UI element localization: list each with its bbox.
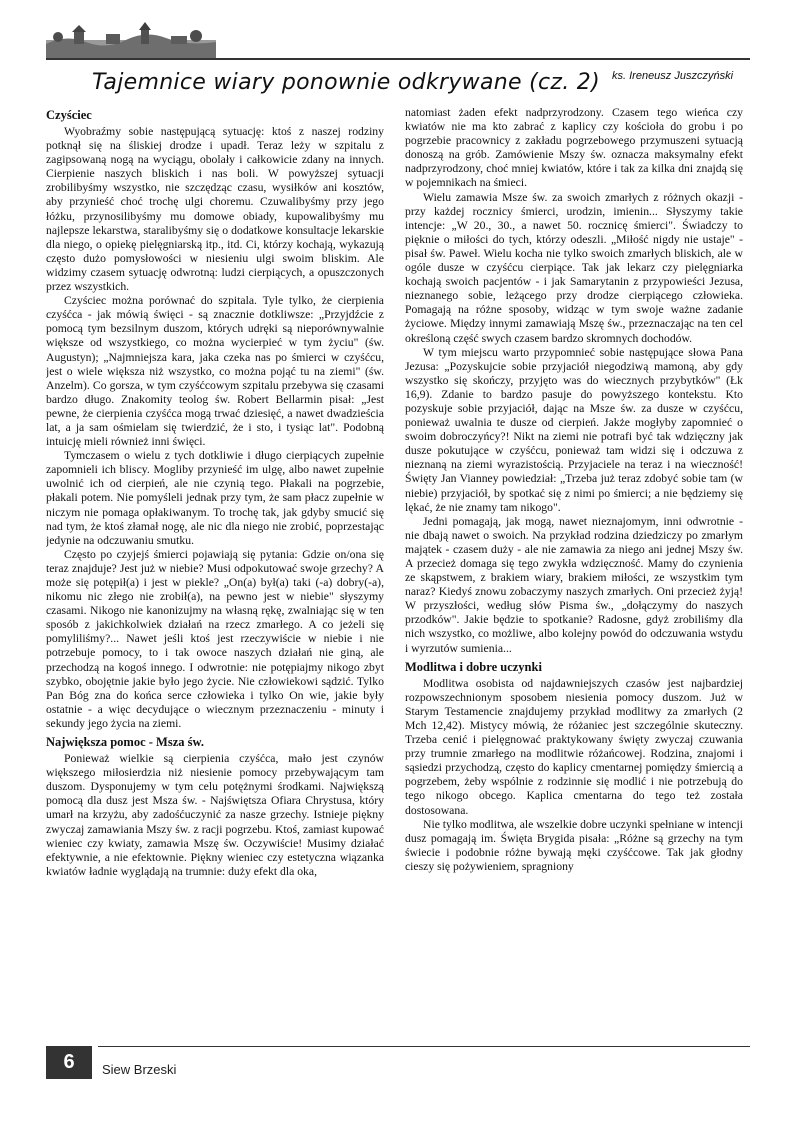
header-village-illustration xyxy=(46,22,216,58)
publication-name: Siew Brzeski xyxy=(102,1062,177,1077)
section-heading-czysciec: Czyściec xyxy=(46,108,92,122)
paragraph: natomiast żaden efekt nadprzyrodzony. Czasem tego wieńca czy kwiatów nie ma kto zabrać z kaplicy czy kościoła do grobu i po pogrzebie pracownicy z zakładu pogrzebowego przymuszeni sytuacją donoszą na grób. Zamówienie Mszy św. oznacza maksymalny efekt nadprzyrodzony, choć mniej kwiatów, które i tak za kilka dni znajdą się w pojemnikach na śmieci. xyxy=(405,106,743,190)
header-rule xyxy=(46,58,750,60)
section-heading-modlitwa: Modlitwa i dobre uczynki xyxy=(405,659,542,674)
paragraph: Modlitwa osobista od najdawniejszych czasów jest najbardziej rozpowszechnionym sposobem niesienia pomocy duszom. Już w Starym Testamencie znajdujemy przykład modlitwy za zmarłych (2 Mch 12,42). Mistycy mówią, że różaniec jest szczególnie skuteczny. Trzeba cenić i pielęgnować praktykowany święty zwyczaj czuwania przy trumnie zmarłego na modlitwie różańcowej. Rodzina, znajomi i sąsiedzi przychodzą, często do kaplicy cmentarnej pomiędzy śmiercią a pogrzebem, żeby wspólnie z rodzinnie się modlić i nie potrzebują do tego nikogo obcego. Kaplica cmentarna do tego też została dostosowana. xyxy=(405,676,743,817)
right-column xyxy=(405,106,743,1036)
paragraph: Jedni pomagają, jak mogą, nawet nieznajomym, inni odwrotnie - nie dbają nawet o swoich. Na przykład rodzina dziedziczy po zmarłym majątek - czasem duży - ale nie zamawia za niego ani jednej Mszy św. A przecież domaga się tego zwykła wdzięczność. Mamy do czynienia ze skąpstwem, z brakiem wiary, brakiem miłości, ze wszystkim tym naraz? Kiedyś znowu zobaczymy naszych zmarłych. Oni przecież żyją! W przyszłości, według słów Pisma św., „dołączymy do naszych przodków". Jakie będzie to spotkanie? Radosne, gdyż zrobiliśmy dla nich wszystko, co możliwe, albo kolejny powód do odczuwania wstydu i wyrzutów sumienia... xyxy=(405,514,743,655)
paragraph: Tymczasem o wielu z tych dotkliwie i długo cierpiących zupełnie zapomnieli ich bliscy. Mogliby przynieść im ulgę, albo nawet zupełnie uwolnić ich od cierpień, ale nie czynią tego. Płakali na pogrzebie, płakali potem. Nie pomyśleli jednak przy tym, że sam płacz zupełnie w niczym nie pomaga opłakiwanym. To trochę tak, jak gdyby smucić się nad tym, że ktoś złamał nogę, ale nic dla niego nie zrobić, poprzestając jedynie na odczuwaniu smutku. xyxy=(46,449,384,547)
left-column xyxy=(46,108,384,1038)
footer-rule xyxy=(98,1046,750,1047)
paragraph: W tym miejscu warto przypomnieć sobie następujące słowa Pana Jezusa: „Pozyskujcie sobie przyjaciół niegodziwą mamoną, aby gdy wszystko się skończy, przyjęto was do wiecznych przybytków" (Łk 16,9). Zdanie to bardzo pasuje do powyższego kontekstu. Kto pozyskuje sobie przyjaciół, dając na Msze św. za dusze w czyśćcu, ponieważ uwalnia te dusze od cierpień. Jakże mogłyby zapomnieć o swoim dobroczyńcy?! Nikt na ziemi nie potrafi być tak wdzięczny jak dusze pokutujące w czyśćcu, ponieważ tam widzi się i odczuwa z nieznaną na ziemi wyrazistością. Przyjaciele na teraz i na wieczność! Święty Jan Vianney powiedział: „Trzeba już teraz zdobyć sobie tam (w niebie) przyjaciół, by spotkać się z nimi po śmierci; a nie będziemy się lękać, że nie znamy tam nikogo". xyxy=(405,345,743,514)
article-author: ks. Ireneusz Juszczyński xyxy=(612,70,734,82)
paragraph: Wielu zamawia Msze św. za swoich zmarłych z różnych okazji - przy każdej rocznicy śmierci, urodzin, imienin... Słyszymy takie intencje: „W 20., 30., a nawet 50. rocznicę śmierci". Świadczy to pięknie o miłości do tych, którzy odeszli. „Miłość nigdy nie ustaje" - pisał św. Paweł. Wielu kocha nie tylko swoich zmarłych bliskich, ale w ogóle dusze w czyśćcu cierpiące. Tak jak lekarz czy pielęgniarka kochają swoich pacjentów - i jak Samarytanin z przypowieści Jezusa, nieznanego sobie, leżącego przy drodze cierpiącego człowieka. Pomagają na różne sposoby, widząc w tym swoje ważne zadanie życiowe. Między innymi zamawiają Mszę św., przeznaczając na ten cel określoną część swych czasem bardzo skromnych dochodów. xyxy=(405,190,743,345)
paragraph: Wyobraźmy sobie następującą sytuację: ktoś z naszej rodziny potknął się na śliskiej drodze i upadł. Teraz leży w szpitalu z zagipsowaną nogą na wyciągu, obolały i całkowicie zdany na innych. Cierpienie naszych bliskich i nas boli. W powyższej sytuacji zrobilibyśmy wszystko, nie szczędząc czasu, wysiłków ani kosztów, aby przynieść choć trochę ulgi choremu. Czuwalibyśmy przy jego łóżku, przynosilibyśmy mu domowe obiady, kupowalibyśmy mu najlepsze lekarstwa, staralibyśmy się o dodatkowe konsultacje lekarskie dla niego, o opiekę pielęgniarską itp., itd. Ci, którzy kochają, wykazują często dużo pomysłowości w niesieniu ulgi swoim bliskim. Ale widzimy czasem sytuację odwrotną: ludzi cierpiących, a opuszczonych przez wszystkich. xyxy=(46,125,384,294)
article-title: Tajemnice wiary ponownie odkrywane (cz. 2) xyxy=(92,70,600,95)
page-number: 6 xyxy=(46,1046,92,1079)
paragraph: Ponieważ wielkie są cierpienia czyśćca, mało jest czynów większego miłosierdzia niż niesienie pomocy przebywającym tam duszom. Dysponujemy w tym celu potężnymi środkami. Największą pomocą dla dusz jest Msza św. - Najświętsza Ofiara Chrystusa, który umarł na krzyżu, aby zadośćuczynić za nasze grzechy. Istnieje piękny zwyczaj zamawiania Mszy św. z racji pogrzebu. Ktoś, zamiast kupować wieniec czy kwiaty, zamawia Mszę św. Oczywiście! Musimy działać efektywnie, a nie efektownie. Piękny wieniec czy estetyczna wiązanka kwiatów ładnie wyglądają na trumnie: duży efekt dla oka, xyxy=(46,752,384,878)
paragraph: Często po czyjejś śmierci pojawiają się pytania: Gdzie on/ona się teraz znajduje? Jest już w niebie? Musi odpokutować swoje grzechy? A może się potępił(a) i jest w piekle? „On(a) był(a) taki (-a) dobry(-a), nikomu nic złego nie zrobił(a), na pewno jest w niebie" słyszymy czasami. Nikogo nie kanonizujmy na własną rękę, zwalniając się w ten sposób z jakichkolwiek działań na rzecz zmarłego. A co jeżeli się pomyliliśmy?... Nawet jeśli ktoś jest rzeczywiście w niebie i nie potrzebuje pomocy, to i tak owoce naszych działań nie giną, ale przechodzą na kogoś innego. I odwrotnie: nie potępiajmy nikogo zbyt szybko, obojętnie jakie było jego życie. Nie człowiekowi sądzić. Tylko Pan Bóg zna do końca serce człowieka i tylko On wie, jakie były ostatnie - a więc decydujące o wiecznym przeznaczeniu - minuty i sekundy jego życia na ziemi. xyxy=(46,547,384,730)
paragraph: Czyściec można porównać do szpitala. Tyle tylko, że cierpienia czyśćca - jak mówią święci - są znacznie dotkliwsze: „Przyjdźcie z pomocą tym bezsilnym duszom, których udręki są nieporównywalnie większe od wszystkiego, co można wycierpieć w tym życiu" (św. Augustyn); „Najmniejsza kara, jaka czeka nas po śmierci w czyśćcu, jest o wiele większa niż wszystko, co można pojąć tu na ziemi" (św. Anzelm). Co gorsza, w tym czyśćcowym szpitalu przebywa się czasami bardzo długo. Znakomity teolog św. Robert Bellarmin pisał: „Jest pewne, że cierpienia czyśćca mogą trwać dziesięć, a nawet dwadzieścia lat, a ja sam ośmielam się twierdzić, że i sto, i tysiąc lat". Podobną intuicję mieli również inni święci. xyxy=(46,294,384,449)
section-heading-msza: Największa pomoc - Msza św. xyxy=(46,735,204,750)
paragraph: Nie tylko modlitwa, ale wszelkie dobre uczynki spełniane w intencji dusz pomagają im. Święta Brygida pisała: „Różne są grzechy na tym świecie i podobnie różne bywają męki czyśćcowe. Tak jak głodny cieszy się pożywieniem, spragniony xyxy=(405,817,743,873)
